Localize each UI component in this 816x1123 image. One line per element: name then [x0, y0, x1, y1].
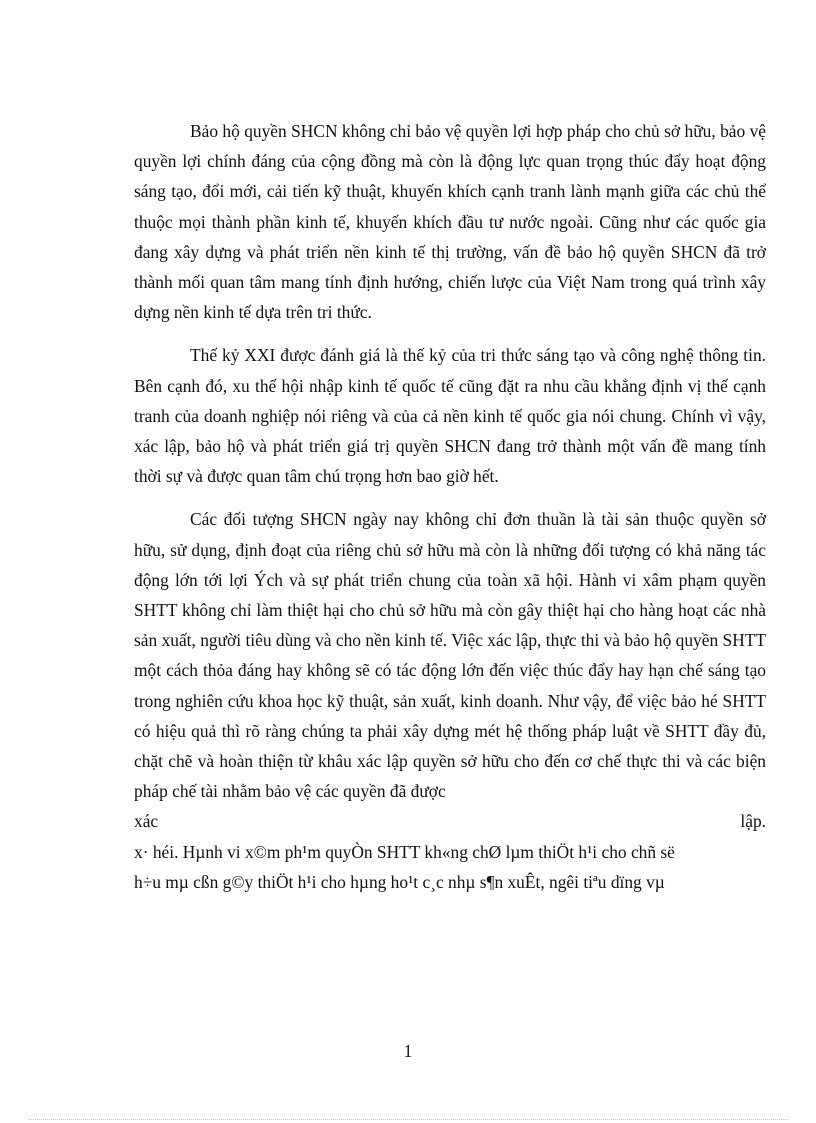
garbled-line-1: x· héi. Hµnh vi x©m ph¹m quyÒn SHTT kh«ng chØ lµm thiÖt h¹i cho chñ së — [134, 841, 675, 862]
page-bottom-divider — [28, 1119, 788, 1120]
justified-end-line — [134, 806, 766, 836]
paragraph-3: Các đối tượng SHCN ngày nay không chỉ đơn thuần là tài sản thuộc quyền sở hữu, sử dụng, định đoạt của riêng chủ sở hữu mà còn là những đối tượng có khả năng tác động lớn tới lợi Ých và sự phát triển chung của toàn xã hội. Hành vi xâm phạm quyền SHTT không chỉ làm thiệt hại cho chủ sở hữu mà còn gây thiệt hại cho hàng hoạt các nhà sản xuất, người tiêu dùng và cho nền kinh tế. Việc xác lập, thực thi và bảo hộ quyền SHTT một cách thỏa đáng hay không sẽ có tác động lớn đến việc thúc đẩy hay hạn chế sáng tạo trong nghiên cứu khoa học kỹ thuật, sản xuất, kinh doanh. Như vậy, để việc bảo hé SHTT có hiệu quả thì rõ ràng chúng ta phải xây dựng mét hệ thống pháp luật về SHTT đầy đủ, chặt chẽ và hoàn thiện từ khâu xác lập quyền sở hữu cho đến cơ chế thực thi và các biện pháp chế tài nhằm bảo vệ các quyền đã được — [134, 509, 766, 802]
garbled-line-2: h÷u mµ cßn g©y thiÖt h¹i cho hµng ho¹t c¸c nhµ s¶n xuÊt, ngêi tiªu dïng vµ — [134, 871, 665, 892]
body-text — [134, 116, 766, 897]
paragraph-2: Thế kỷ XXI được đánh giá là thế kỷ của tri thức sáng tạo và công nghệ thông tin. Bên cạnh đó, xu thế hội nhập kinh tế quốc tế cũng đặt ra nhu cầu khẳng định vị thế cạnh tranh của doanh nghiệp nói riêng và của cả nền kinh tế quốc gia nói chung. Chính vì vậy, xác lập, bảo hộ và phát triển giá trị quyền SHCN đang trở thành một vấn đề mang tính thời sự và được quan tâm chú trọng hơn bao giờ hết. — [134, 345, 766, 487]
page-number: 1 — [403, 1041, 413, 1061]
paragraph-1: Bảo hộ quyền SHCN không chỉ bảo vệ quyền lợi hợp pháp cho chủ sở hữu, bảo vệ quyền lợi chính đáng của cộng đồng mà còn là động lực quan trọng thúc đẩy hoạt động sáng tạo, đổi mới, cải tiến kỹ thuật, khuyến khích cạnh tranh lành mạnh giữa các chủ thể thuộc mọi thành phần kinh tế, khuyến khích đầu tư nước ngoài. Cũng như các quốc gia đang xây dựng và phát triển nền kinh tế thị trường, vấn đề bảo hộ quyền SHCN đã trở thành mối quan tâm mang tính định hướng, chiến lược của Việt Nam trong quá trình xây dựng nền kinh tế dựa trên tri thức. — [134, 121, 766, 323]
split-line-left: xác — [134, 811, 159, 832]
split-line-right: lập. — [740, 811, 766, 832]
